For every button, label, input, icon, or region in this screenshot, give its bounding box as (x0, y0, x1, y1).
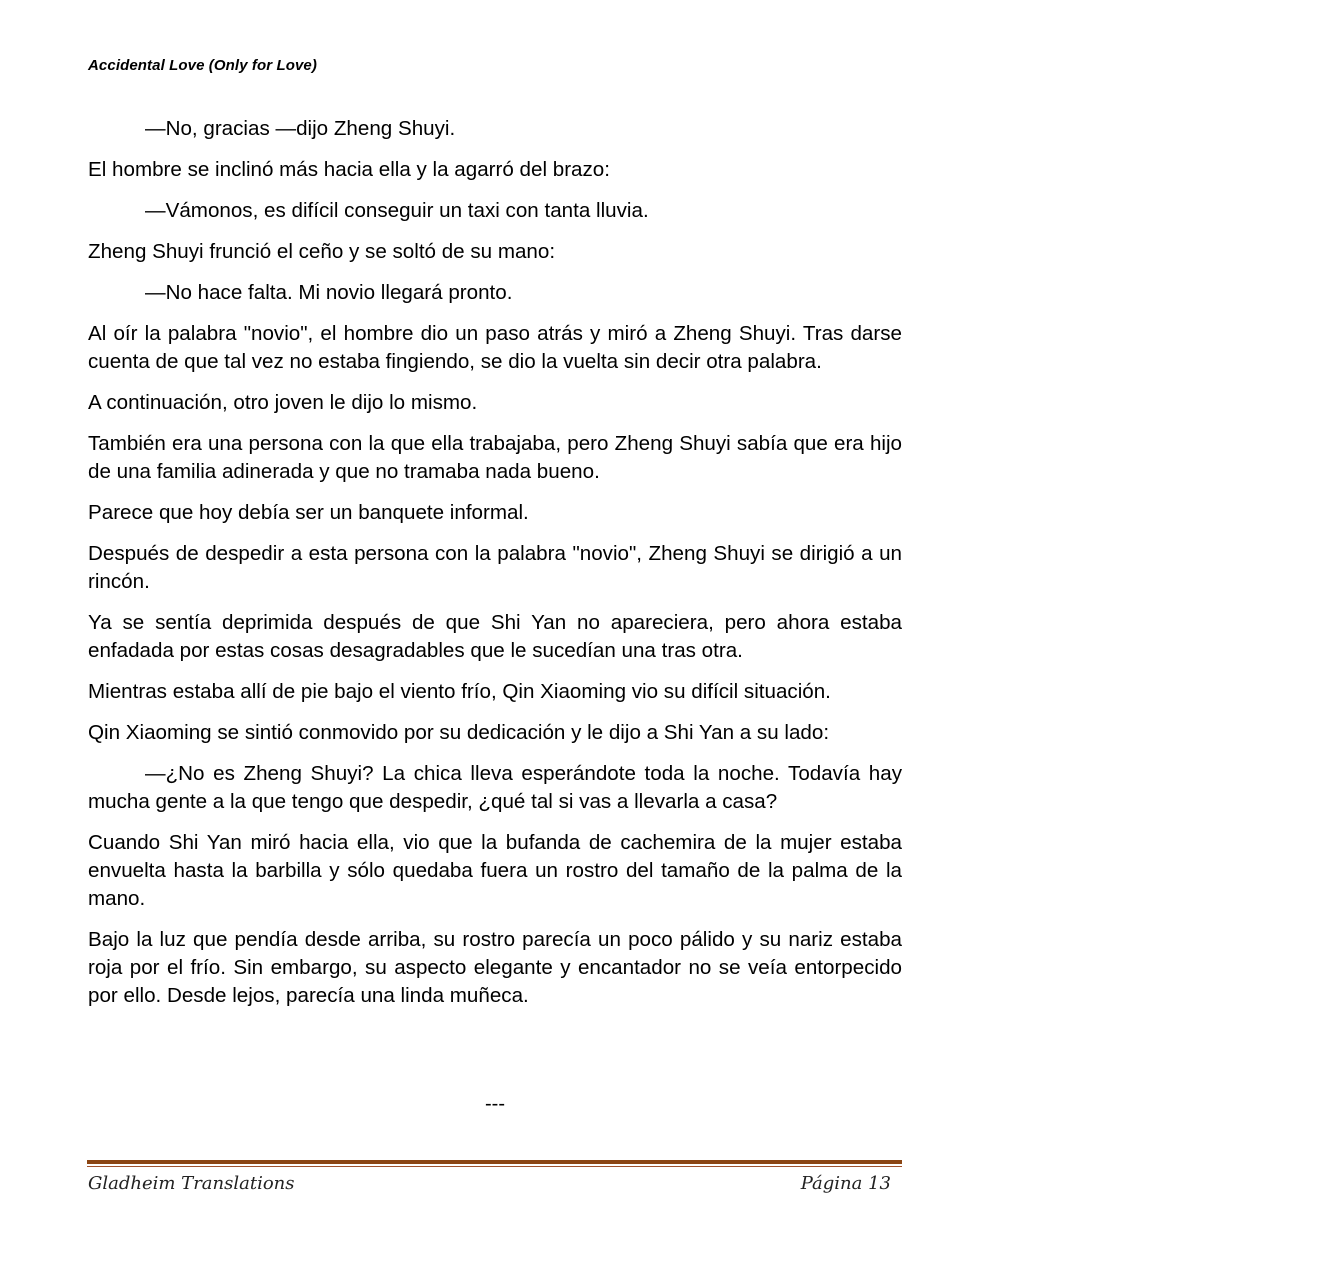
paragraph: —No hace falta. Mi novio llegará pronto. (145, 281, 513, 304)
paragraph: Ya se sentía deprimida después de que Shi Yan no apareciera, pero ahora estaba enfadada por estas cosas desagradables que le sucedían una tras otra. (88, 611, 902, 662)
paragraph: Al oír la palabra "novio", el hombre dio un paso atrás y miró a Zheng Shuyi. Tras darse cuenta de que tal vez no estaba fingiendo, se dio la vuelta sin decir otra palabra. (88, 322, 902, 373)
scene-break: --- (485, 1093, 505, 1115)
paragraph: También era una persona con la que ella trabajaba, pero Zheng Shuyi sabía que era hijo de una familia adinerada y que no tramaba nada bueno. (88, 432, 902, 483)
paragraph: Zheng Shuyi frunció el ceño y se soltó de su mano: (88, 240, 556, 263)
paragraph: El hombre se inclinó más hacia ella y la agarró del brazo: (88, 158, 610, 181)
paragraph: —Vámonos, es difícil conseguir un taxi con tanta lluvia. (145, 199, 649, 222)
footer-rule (87, 1160, 902, 1164)
running-header-title: Accidental Love (Only for Love) (88, 57, 317, 74)
paragraph: Cuando Shi Yan miró hacia ella, vio que la bufanda de cachemira de la mujer estaba envuelta hasta la barbilla y sólo quedaba fuera un rostro del tamaño de la palma de la mano. (88, 831, 902, 910)
footer-page-number: Página 13 (800, 1173, 891, 1194)
paragraph: Parece que hoy debía ser un banquete informal. (88, 501, 529, 524)
paragraph: Mientras estaba allí de pie bajo el viento frío, Qin Xiaoming vio su difícil situación. (88, 680, 831, 703)
paragraph: Qin Xiaoming se sintió conmovido por su dedicación y le dijo a Shi Yan a su lado: (88, 721, 830, 744)
paragraph: Después de despedir a esta persona con la palabra "novio", Zheng Shuyi se dirigió a un rincón. (88, 542, 902, 593)
paragraph: A continuación, otro joven le dijo lo mismo. (88, 391, 478, 414)
paragraph: Bajo la luz que pendía desde arriba, su rostro parecía un poco pálido y su nariz estaba roja por el frío. Sin embargo, su aspecto elegante y encantador no se veía entorpecido por ello. Desde lejos, parecía una linda muñeca. (88, 928, 902, 1007)
paragraph: —¿No es Zheng Shuyi? La chica lleva esperándote toda la noche. Todavía hay mucha gente a la que tengo que despedir, ¿qué tal si vas a llevarla a casa? (88, 762, 902, 813)
footer-rule-thin (87, 1166, 902, 1167)
body-text (88, 115, 902, 1023)
footer-publisher: Gladheim Translations (88, 1173, 295, 1194)
paragraph: —No, gracias —dijo Zheng Shuyi. (145, 117, 456, 140)
